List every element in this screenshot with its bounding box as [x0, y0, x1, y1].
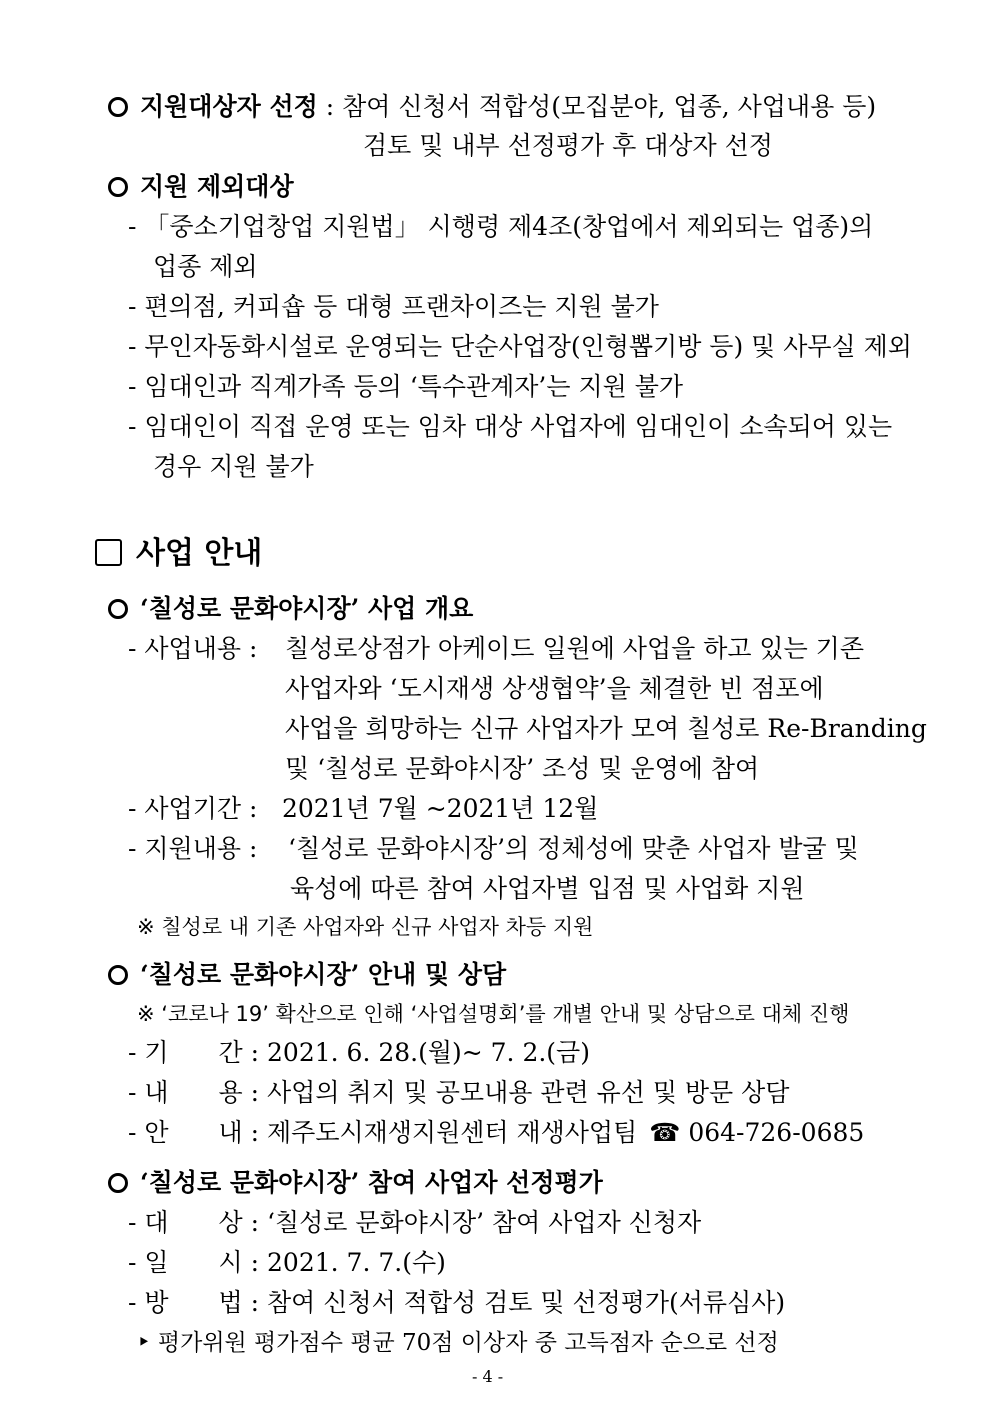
overview-title: ‘칠성로 문화야시장’ 사업 개요: [140, 594, 474, 623]
checkbox-square-icon: [95, 539, 122, 566]
content-line: 칠성로상점가 아케이드 일원에 사업을 하고 있는 기존: [285, 634, 864, 663]
content-label: - 사업내용 :: [128, 634, 258, 663]
section-heading: [95, 534, 262, 574]
list-item: - 「중소기업창업 지원법」 시행령 제4조(창업에서 제외되는 업종)의: [128, 212, 874, 241]
consult-row: [128, 1036, 590, 1070]
row-value: 2021. 7. 7.(수): [267, 1248, 446, 1277]
list-item-cont: 업종 제외: [153, 252, 258, 281]
period-value: 2021년 7월 ~2021년 12월: [282, 794, 599, 823]
row-label: - 일 시 :: [128, 1248, 260, 1277]
support-label: - 지원내용 :: [128, 834, 258, 863]
colon: :: [325, 92, 335, 121]
support-selection-row: [108, 90, 876, 124]
bullet-circle-icon: [108, 965, 128, 985]
list-item-cont: 경우 지원 불가: [153, 452, 314, 481]
bullet-circle-icon: [108, 1173, 128, 1193]
period-label: - 사업기간 :: [128, 794, 258, 823]
excluded-title: 지원 제외대상: [140, 172, 294, 201]
support-selection-text: 참여 신청서 적합성(모집분야, 업종, 사업내용 등): [342, 92, 877, 121]
content-line: 및 ‘칠성로 문화야시장’ 조성 및 운영에 참여: [285, 754, 760, 783]
list-item: - 편의점, 커피숍 등 대형 프랜차이즈는 지원 불가: [128, 292, 659, 321]
consult-title: ‘칠성로 문화야시장’ 안내 및 상담: [140, 960, 507, 989]
section-title: 사업 안내: [136, 536, 263, 571]
evaluation-row: [128, 1246, 446, 1280]
consult-row: [128, 1116, 864, 1150]
note: ※ ‘코로나 19’ 확산으로 인해 ‘사업설명회’를 개별 안내 및 상담으로 대체 진행: [137, 1002, 850, 1026]
overview-heading: [108, 592, 473, 626]
consult-row: [128, 1076, 789, 1110]
note: ※ 칠성로 내 기존 사업자와 신규 사업자 차등 지원: [137, 915, 594, 939]
bullet-circle-icon: [108, 599, 128, 619]
row-value: 참여 신청서 적합성 검토 및 선정평가(서류심사): [267, 1288, 786, 1317]
row-label: - 내 용 :: [128, 1078, 260, 1107]
list-item: - 무인자동화시설로 운영되는 단순사업장(인형뽑기방 등) 및 사무실 제외: [128, 332, 912, 361]
row-label: - 대 상 :: [128, 1208, 260, 1237]
consult-heading: [108, 958, 506, 992]
support-selection-text-cont: 검토 및 내부 선정평가 후 대상자 선정: [363, 131, 773, 160]
content-line: 사업을 희망하는 신규 사업자가 모여 칠성로 Re-Branding: [285, 714, 927, 743]
page-number: - 4 -: [472, 1367, 504, 1386]
evaluation-row: [128, 1286, 785, 1320]
support-line: ‘칠성로 문화야시장’의 정체성에 맞춘 사업자 발굴 및: [288, 834, 859, 863]
support-line: 육성에 따른 참여 사업자별 입점 및 사업화 지원: [290, 874, 805, 903]
phone-icon: ☎: [649, 1118, 681, 1147]
row-label: - 안 내 :: [128, 1118, 260, 1147]
row-label: - 기 간 :: [128, 1038, 260, 1067]
list-item: - 임대인이 직접 운영 또는 임차 대상 사업자에 임대인이 소속되어 있는: [128, 412, 893, 441]
evaluation-heading: [108, 1166, 603, 1200]
row-value: ‘칠성로 문화야시장’ 참여 사업자 신청자: [267, 1208, 702, 1237]
evaluation-row: [128, 1206, 701, 1240]
evaluation-title: ‘칠성로 문화야시장’ 참여 사업자 선정평가: [140, 1168, 603, 1197]
phone-number: 064-726-0685: [688, 1118, 865, 1147]
row-label: - 방 법 :: [128, 1288, 260, 1317]
evaluation-note: ‣ 평가위원 평가점수 평균 70점 이상자 중 고득점자 순으로 선정: [137, 1330, 779, 1356]
excluded-heading: [108, 170, 294, 204]
bullet-circle-icon: [108, 97, 128, 117]
row-value: 사업의 취지 및 공모내용 관련 유선 및 방문 상담: [267, 1078, 790, 1107]
support-selection-label: 지원대상자 선정: [140, 92, 318, 121]
list-item: - 임대인과 직계가족 등의 ‘특수관계자’는 지원 불가: [128, 372, 684, 401]
row-value: 2021. 6. 28.(월)~ 7. 2.(금): [267, 1038, 590, 1067]
bullet-circle-icon: [108, 177, 128, 197]
row-value: 제주도시재생지원센터 재생사업팀: [267, 1118, 638, 1147]
content-line: 사업자와 ‘도시재생 상생협약’을 체결한 빈 점포에: [285, 674, 824, 703]
